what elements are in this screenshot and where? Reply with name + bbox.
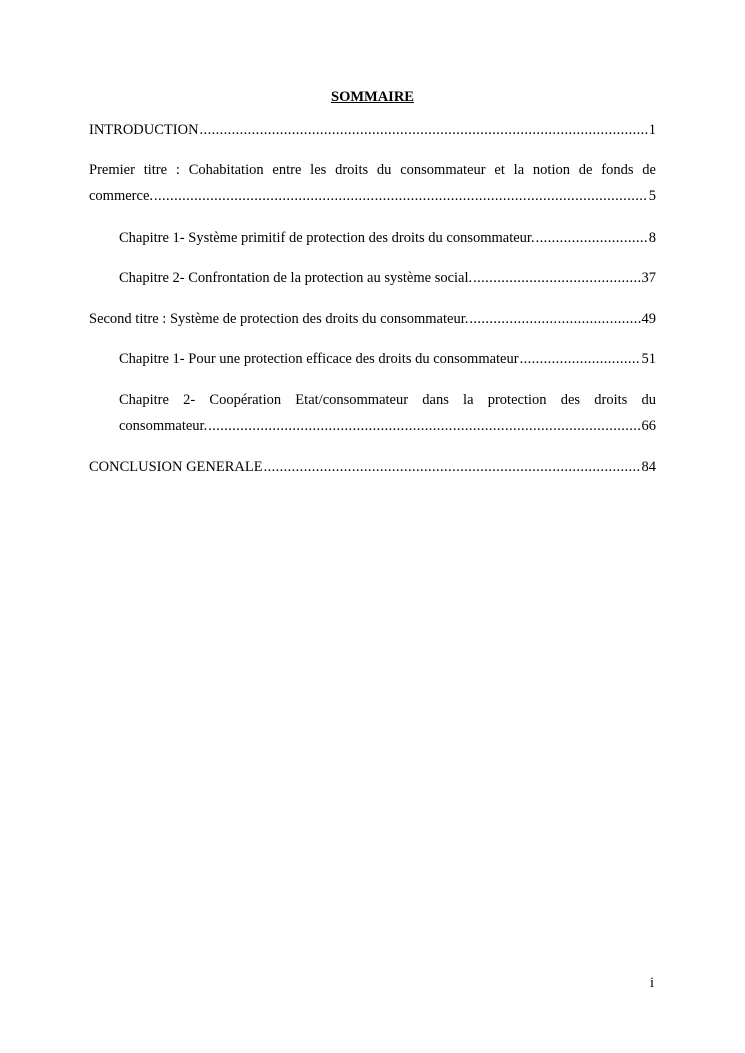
- dot-leader: [264, 454, 641, 480]
- dot-leader: [208, 413, 640, 439]
- toc-entry-text: Chapitre 1- Système primitif de protection des droits du consommateur.: [119, 230, 535, 246]
- dot-leader: [520, 346, 641, 372]
- page-number: i: [650, 975, 655, 991]
- toc-entry-text: commerce.: [89, 188, 154, 204]
- toc-page-number: 5: [648, 188, 656, 204]
- toc-entry-premier-titre[interactable]: [89, 157, 656, 209]
- toc-entry-text: Chapitre 2- Confrontation de la protection au système social.: [119, 270, 473, 286]
- dot-leader: [469, 306, 640, 332]
- toc-page-number: 37: [641, 270, 656, 286]
- toc-entry-text: consommateur.: [119, 418, 208, 434]
- toc-entry-second-titre[interactable]: [89, 306, 656, 332]
- toc-entry-chapitre-2-premier[interactable]: [119, 265, 656, 291]
- toc-entry-text: CONCLUSION GENERALE: [89, 459, 263, 475]
- toc-entry-chapitre-2-second[interactable]: [119, 387, 656, 439]
- toc-entry-text: Chapitre 1- Pour une protection efficace des droits du consommateur: [119, 351, 519, 367]
- toc-entry-chapitre-1-premier[interactable]: [119, 225, 656, 251]
- dot-leader: [154, 183, 648, 209]
- toc-title: SOMMAIRE: [331, 89, 414, 105]
- toc-entry-introduction[interactable]: [89, 117, 656, 143]
- dot-leader: [473, 265, 640, 291]
- toc-page-number: 49: [641, 311, 656, 327]
- toc-entry-chapitre-1-second[interactable]: [119, 346, 656, 372]
- toc-page-number: 84: [641, 459, 656, 475]
- toc-entry-text-line1: Premier titre : Cohabitation entre les droits du consommateur et la notion de fonds de: [89, 162, 656, 178]
- toc-page-number: 51: [641, 351, 656, 367]
- dot-leader: [536, 225, 648, 251]
- toc-page-number: 1: [648, 122, 656, 138]
- toc-page-number: 66: [641, 418, 656, 434]
- toc-entry-text: Second titre : Système de protection des droits du consommateur.: [89, 311, 469, 327]
- dot-leader: [200, 117, 648, 143]
- toc-entry-text: INTRODUCTION: [89, 122, 199, 138]
- toc-page-number: 8: [648, 230, 656, 246]
- toc-entry-conclusion[interactable]: [89, 454, 656, 480]
- toc-entry-text-line1: Chapitre 2- Coopération Etat/consommateur dans la protection des droits du: [119, 392, 656, 408]
